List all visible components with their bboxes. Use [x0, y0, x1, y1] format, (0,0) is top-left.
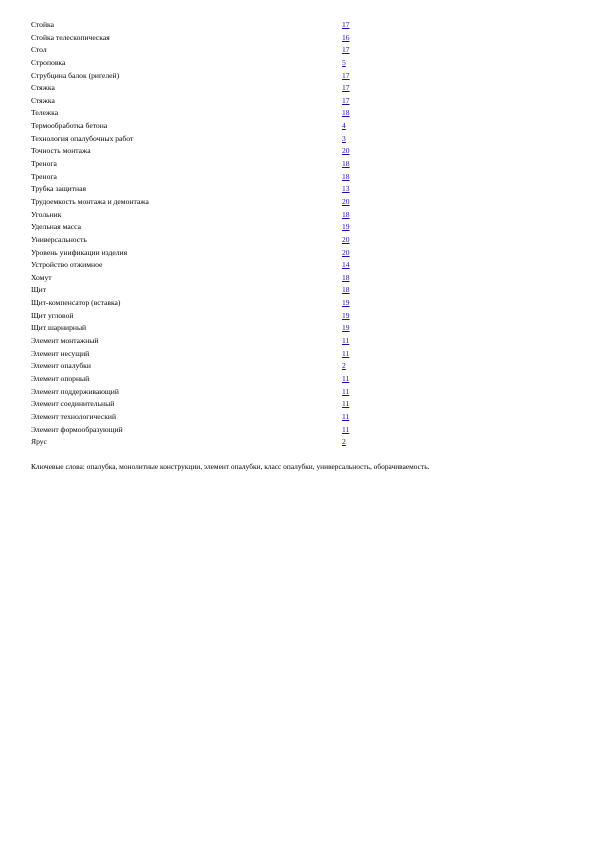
index-term: Щит шарнирный — [31, 323, 87, 333]
index-term: Стяжка — [31, 83, 55, 93]
page-number-link[interactable]: 11 — [342, 373, 350, 383]
index-row — [31, 411, 371, 424]
index-row — [31, 398, 371, 411]
page-number-link[interactable]: 20 — [342, 234, 350, 244]
index-term: Элемент соединительный — [31, 399, 115, 409]
page-number-link[interactable]: 16 — [342, 32, 350, 42]
page-number-link[interactable]: 18 — [342, 272, 350, 282]
index-term: Стойка телескопическая — [31, 32, 110, 42]
index-row — [31, 158, 371, 171]
index-row — [31, 183, 371, 196]
index-term: Элемент монтажный — [31, 336, 99, 346]
index-term: Уровень унификации изделия — [31, 247, 128, 257]
page-number-link[interactable]: 19 — [342, 310, 350, 320]
index-term: Точность монтажа — [31, 146, 91, 156]
index-term: Стяжка — [31, 95, 55, 105]
index-term: Элемент несущий — [31, 348, 90, 358]
index-row — [31, 322, 371, 335]
index-row — [31, 348, 371, 361]
index-row — [31, 95, 371, 108]
index-term: Элемент технологический — [31, 411, 117, 421]
page-number-link[interactable]: 3 — [342, 133, 346, 143]
index-term: Универсальность — [31, 234, 87, 244]
index-term: Щит-компенсатор (вставка) — [31, 298, 121, 308]
page-number-link[interactable]: 20 — [342, 247, 350, 257]
page-number-link[interactable]: 18 — [342, 209, 350, 219]
page-number-link[interactable]: 20 — [342, 146, 350, 156]
index-row — [31, 436, 371, 449]
index-term: Строповка — [31, 57, 66, 67]
index-row — [31, 247, 371, 260]
page-number-link[interactable]: 11 — [342, 411, 350, 421]
page-number-link[interactable]: 4 — [342, 121, 346, 131]
page-number-link[interactable]: 17 — [342, 20, 350, 29]
index-row — [31, 44, 371, 57]
index-term: Элемент опорный — [31, 373, 90, 383]
index-term: Хомут — [31, 272, 52, 282]
index-row — [31, 373, 371, 386]
page-number-link[interactable]: 11 — [342, 336, 350, 346]
index-row — [31, 145, 371, 158]
page-number-link[interactable]: 11 — [342, 424, 350, 434]
page-number-link[interactable]: 20 — [342, 196, 350, 206]
index-row — [31, 107, 371, 120]
index-row — [31, 133, 371, 146]
page-number-link[interactable]: 14 — [342, 260, 350, 270]
index-row — [31, 297, 371, 310]
index-row — [31, 120, 371, 133]
index-row — [31, 209, 371, 222]
index-row — [31, 386, 371, 399]
page-number-link[interactable]: 17 — [342, 83, 350, 93]
page-number-link[interactable]: 11 — [342, 348, 350, 358]
page-number-link[interactable]: 17 — [342, 45, 350, 55]
index-term: Устройство отжимное — [31, 260, 103, 270]
index-term: Трудоемкость монтажа и демонтажа — [31, 196, 149, 206]
page-number-link[interactable]: 5 — [342, 57, 346, 67]
index-row — [31, 171, 371, 184]
index-term: Тележка — [31, 108, 59, 118]
page-number-link[interactable]: 11 — [342, 386, 350, 396]
index-term: Ярус — [31, 437, 47, 447]
index-term: Тренога — [31, 159, 57, 169]
index-row — [31, 310, 371, 323]
index-term: Удельная масса — [31, 222, 81, 232]
index-row — [31, 284, 371, 297]
alphabetical-index — [31, 19, 371, 449]
index-term: Щит — [31, 285, 47, 295]
index-term: Струбцина балок (ригелей) — [31, 70, 120, 80]
index-row — [31, 234, 371, 247]
index-term: Термообработка бетона — [31, 121, 108, 131]
index-row — [31, 335, 371, 348]
index-row — [31, 360, 371, 373]
page-number-link[interactable]: 19 — [342, 222, 350, 232]
index-term: Стол — [31, 45, 47, 55]
index-row — [31, 57, 371, 70]
index-term: Технология опалубочных работ — [31, 133, 134, 143]
index-row — [31, 32, 371, 45]
page-number-link[interactable]: 18 — [342, 171, 350, 181]
page-number-link[interactable]: 2 — [342, 437, 346, 447]
index-row — [31, 19, 371, 32]
page-number-link[interactable]: 13 — [342, 184, 350, 194]
page-number-link[interactable]: 2 — [342, 361, 346, 371]
index-row — [31, 70, 371, 83]
index-row — [31, 259, 371, 272]
index-row — [31, 82, 371, 95]
page-number-link[interactable]: 18 — [342, 159, 350, 169]
index-row — [31, 221, 371, 234]
page-number-link[interactable]: 19 — [342, 323, 350, 333]
index-term: Элемент поддерживающий — [31, 386, 119, 396]
page-number-link[interactable]: 18 — [342, 108, 350, 118]
index-term: Элемент формообразующий — [31, 424, 123, 434]
index-row — [31, 424, 371, 437]
index-term: Трубка защитная — [31, 184, 86, 194]
index-term: Стойка — [31, 20, 54, 29]
index-term: Щит угловой — [31, 310, 74, 320]
index-row — [31, 196, 371, 209]
index-term: Элемент опалубки — [31, 361, 91, 371]
page-number-link[interactable]: 18 — [342, 285, 350, 295]
index-row — [31, 272, 371, 285]
page-number-link[interactable]: 11 — [342, 399, 350, 409]
index-term: Угольник — [31, 209, 62, 219]
keywords-line: Ключевые слова: опалубка, монолитные конструкции, элемент опалубки, класс опалубки, универсальность, оборачиваемость. — [31, 462, 430, 471]
page-number-link[interactable]: 17 — [342, 70, 350, 80]
index-term: Тренога — [31, 171, 57, 181]
page-number-link[interactable]: 19 — [342, 298, 350, 308]
page-number-link[interactable]: 17 — [342, 95, 350, 105]
